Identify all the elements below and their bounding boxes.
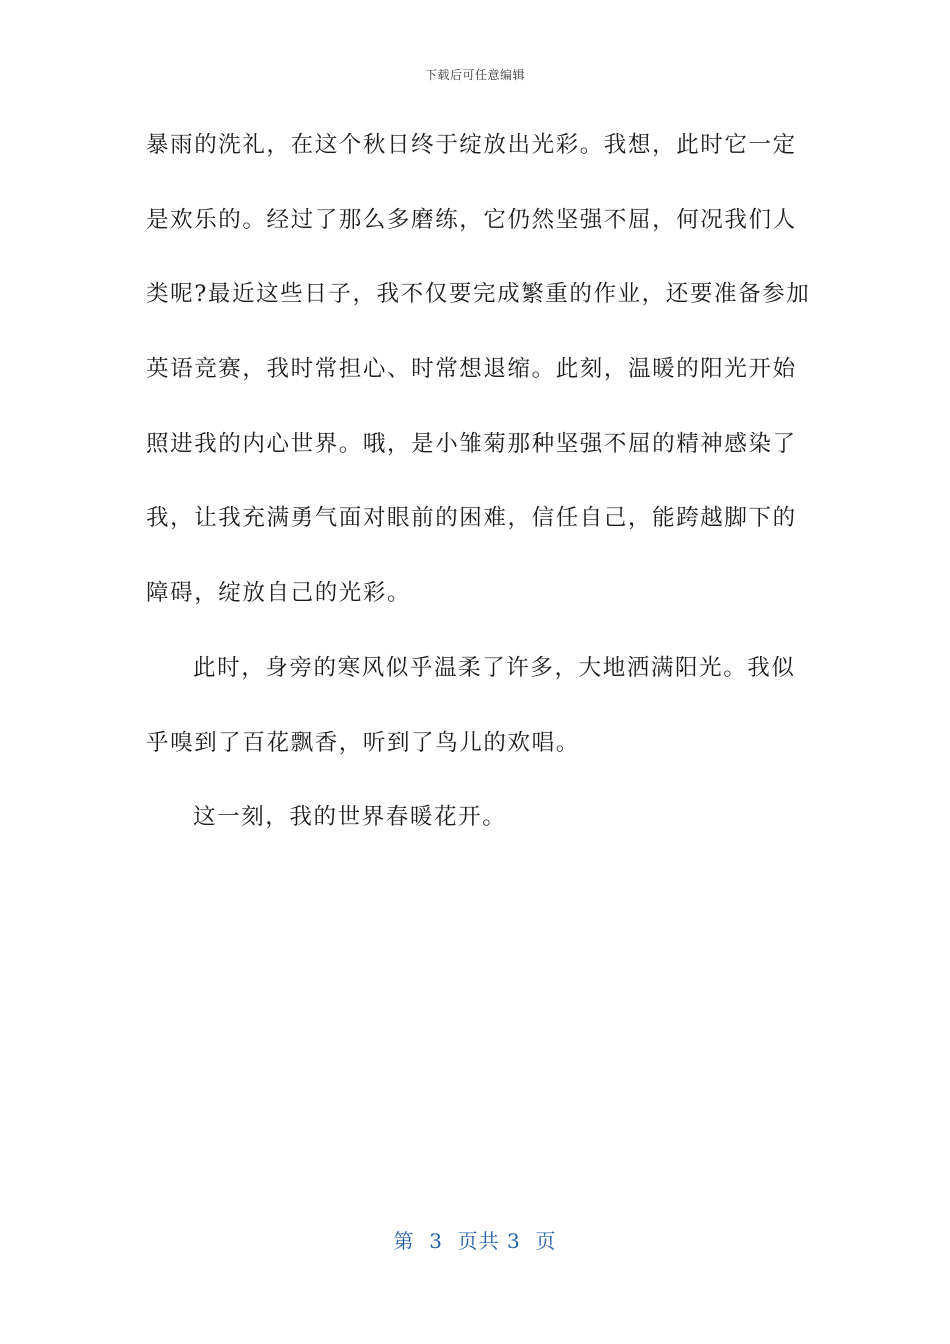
text-line: 我，让我充满勇气面对眼前的困难，信任自己，能跨越脚下的	[146, 505, 797, 532]
paragraph-start-line: 此时，身旁的寒风似乎温柔了许多，大地洒满阳光。我似	[193, 654, 796, 681]
text-line: 暴雨的洗礼，在这个秋日终于绽放出光彩。我想，此时它一定	[146, 132, 797, 158]
text-line: 类呢?最近这些日子，我不仅要完成繁重的作业，还要准备参加	[146, 281, 811, 308]
text-line: 照进我的内心世界。哦，是小雏菊那种坚强不屈的精神感染了	[146, 430, 797, 457]
paragraph-start-line: 这一刻，我的世界春暖花开。	[193, 804, 507, 831]
download-editable-note: 下载后可任意编辑	[424, 68, 525, 82]
document-body	[146, 125, 811, 872]
text-line: 是欢乐的。经过了那么多磨练，它仍然坚强不屈，何况我们人	[146, 206, 797, 233]
text-line: 英语竞赛，我时常担心、时常想退缩。此刻，温暖的阳光开始	[146, 356, 797, 383]
page-number-footer: 第 3 页共 3 页	[393, 1229, 557, 1253]
text-line: 乎嗅到了百花飘香，听到了鸟儿的欢唱。	[146, 729, 580, 756]
text-line: 障碍，绽放自己的光彩。	[146, 580, 412, 607]
